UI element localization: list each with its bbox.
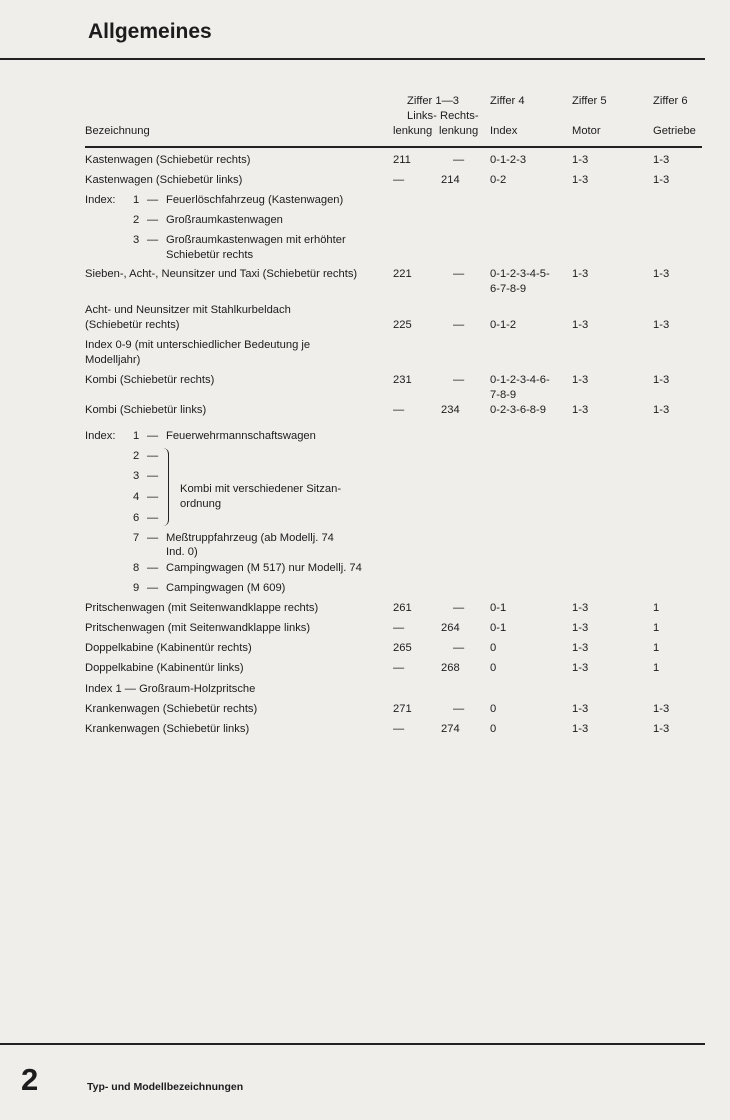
index-number: 9 (133, 582, 140, 594)
row-rechts: — (453, 268, 465, 280)
index-note-cont: Modelljahr) (85, 354, 141, 366)
header-ziffer4: Ziffer 4 (490, 95, 525, 107)
row-index: 0 (490, 703, 497, 715)
index-text-cont: Ind. 0) (166, 546, 198, 558)
header-ziffer13: Ziffer 1—3 (407, 95, 460, 107)
index-label: Index: (85, 430, 116, 442)
row-motor: 1-3 (572, 642, 589, 654)
row-getriebe: 1 (653, 642, 660, 654)
row-links: 221 (393, 268, 412, 280)
row-label: Kastenwagen (Schiebetür links) (85, 174, 243, 186)
index-number: 2 (133, 450, 140, 462)
row-getriebe: 1-3 (653, 703, 670, 715)
row-getriebe: 1 (653, 602, 660, 614)
row-motor: 1-3 (572, 404, 589, 416)
row-label: Doppelkabine (Kabinentür links) (85, 662, 244, 674)
header-links2: lenkung (393, 125, 433, 137)
row-index: 0-1-2-3 (490, 154, 527, 166)
row-label: Krankenwagen (Schiebetür links) (85, 723, 250, 735)
index-text: Feuerwehrmannschaftswagen (166, 430, 316, 442)
index-text: Campingwagen (M 517) nur Modellj. 74 (166, 562, 362, 574)
index-text: Feuerlöschfahrzeug (Kastenwagen) (166, 194, 344, 206)
index-dash: — (147, 234, 159, 246)
row-getriebe: 1-3 (653, 723, 670, 735)
index-dash: — (147, 430, 159, 442)
row-motor: 1-3 (572, 174, 589, 186)
index-number: 1 (133, 194, 140, 206)
row-index: 0-1-2-3-4-6- (490, 374, 550, 386)
index-text: Großraumkastenwagen (166, 214, 283, 226)
row-motor: 1-3 (572, 723, 589, 735)
index-label: Index: (85, 194, 116, 206)
index-text: Campingwagen (M 609) (166, 582, 286, 594)
index-text: Großraumkastenwagen mit erhöhter (166, 234, 346, 246)
row-links: 271 (393, 703, 412, 715)
row-index-cont: 7-8-9 (490, 389, 517, 401)
row-getriebe: 1-3 (653, 374, 670, 386)
index-dash: — (147, 194, 159, 206)
row-links: — (393, 404, 405, 416)
row-links: 265 (393, 642, 412, 654)
row-index: 0-1-2 (490, 319, 517, 331)
row-index-cont: 6-7-8-9 (490, 283, 527, 295)
row-motor: 1-3 (572, 154, 589, 166)
row-label: Kombi (Schiebetür links) (85, 404, 207, 416)
row-links: — (393, 723, 405, 735)
row-rechts: — (453, 602, 465, 614)
index-number: 3 (133, 470, 140, 482)
header-getriebe: Getriebe (653, 125, 696, 137)
footer-rule (0, 1043, 705, 1045)
row-motor: 1-3 (572, 622, 589, 634)
row-motor: 1-3 (572, 374, 589, 386)
row-rechts: 234 (441, 404, 460, 416)
row-getriebe: 1 (653, 662, 660, 674)
row-rechts: 214 (441, 174, 460, 186)
row-index: 0-2 (490, 174, 507, 186)
row-getriebe: 1-3 (653, 319, 670, 331)
title-rule (0, 58, 705, 60)
index-number: 4 (133, 491, 140, 503)
row-index: 0-1-2-3-4-5- (490, 268, 550, 280)
row-index: 0-1 (490, 602, 507, 614)
header-rechts1: Rechts- (440, 110, 479, 122)
row-label: Pritschenwagen (mit Seitenwandklappe rechts) (85, 602, 319, 614)
index-dash: — (147, 562, 159, 574)
index-dash: — (147, 491, 159, 503)
index-number: 3 (133, 234, 140, 246)
row-links: 225 (393, 319, 412, 331)
row-rechts: 268 (441, 662, 460, 674)
index-text-cont: Schiebetür rechts (166, 249, 254, 261)
row-motor: 1-3 (572, 268, 589, 280)
header-rule (85, 146, 702, 148)
row-getriebe: 1-3 (653, 404, 670, 416)
header-index: Index (490, 125, 518, 137)
row-motor: 1-3 (572, 703, 589, 715)
index-text: Meßtruppfahrzeug (ab Modellj. 74 (166, 532, 334, 544)
row-rechts: 264 (441, 622, 460, 634)
header-motor: Motor (572, 125, 601, 137)
row-links: — (393, 174, 405, 186)
brace-text-cont: ordnung (180, 498, 222, 510)
row-label-cont: (Schiebetür rechts) (85, 319, 180, 331)
row-label: Kastenwagen (Schiebetür rechts) (85, 154, 251, 166)
index-dash: — (147, 450, 159, 462)
index-dash: — (147, 470, 159, 482)
index-dash: — (147, 214, 159, 226)
index-note: Index 0-9 (mit unterschiedlicher Bedeutung je (85, 339, 311, 351)
row-index: 0-1 (490, 622, 507, 634)
row-index: 0 (490, 642, 497, 654)
row-rechts: — (453, 642, 465, 654)
index-number: 8 (133, 562, 140, 574)
row-links: 231 (393, 374, 412, 386)
row-getriebe: 1-3 (653, 174, 670, 186)
row-motor: 1-3 (572, 662, 589, 674)
row-index: 0 (490, 723, 497, 735)
brace (160, 448, 169, 526)
footer-text: Typ- und Modellbezeichnungen (87, 1081, 244, 1093)
index-dash: — (147, 512, 159, 524)
row-getriebe: 1 (653, 622, 660, 634)
row-links: 261 (393, 602, 412, 614)
header-ziffer6: Ziffer 6 (653, 95, 688, 107)
row-motor: 1-3 (572, 319, 589, 331)
brace-text: Kombi mit verschiedener Sitzan- (180, 483, 342, 495)
header-links1: Links- (407, 110, 437, 122)
header-rechts2: lenkung (439, 125, 479, 137)
row-links: 211 (393, 154, 411, 166)
row-index: 0 (490, 662, 497, 674)
row-rechts: — (453, 319, 465, 331)
row-motor: 1-3 (572, 602, 589, 614)
index-number: 2 (133, 214, 140, 226)
page-number: 2 (21, 1062, 39, 1097)
row-index: 0-2-3-6-8-9 (490, 404, 546, 416)
index-number: 1 (133, 430, 140, 442)
index-number: 6 (133, 512, 140, 524)
row-label: Pritschenwagen (mit Seitenwandklappe links) (85, 622, 311, 634)
row-label: Kombi (Schiebetür rechts) (85, 374, 215, 386)
page-title: Allgemeines (88, 20, 212, 43)
row-links: — (393, 662, 405, 674)
index-number: 7 (133, 532, 140, 544)
row-getriebe: 1-3 (653, 154, 670, 166)
index-dash: — (147, 582, 159, 594)
row-rechts: — (453, 154, 465, 166)
row-label: Doppelkabine (Kabinentür rechts) (85, 642, 252, 654)
header-ziffer5: Ziffer 5 (572, 95, 607, 107)
row-label: Krankenwagen (Schiebetür rechts) (85, 703, 258, 715)
row-links: — (393, 622, 405, 634)
header-bezeichnung: Bezeichnung (85, 125, 150, 137)
index-dash: — (147, 532, 159, 544)
row-label: Sieben-, Acht-, Neunsitzer und Taxi (Schiebetür rechts) (85, 268, 358, 280)
row-rechts: — (453, 703, 465, 715)
row-label: Acht- und Neunsitzer mit Stahlkurbeldach (85, 304, 291, 316)
index-note: Index 1 — Großraum-Holzpritsche (85, 683, 256, 695)
row-rechts: — (453, 374, 465, 386)
row-getriebe: 1-3 (653, 268, 670, 280)
row-rechts: 274 (441, 723, 460, 735)
